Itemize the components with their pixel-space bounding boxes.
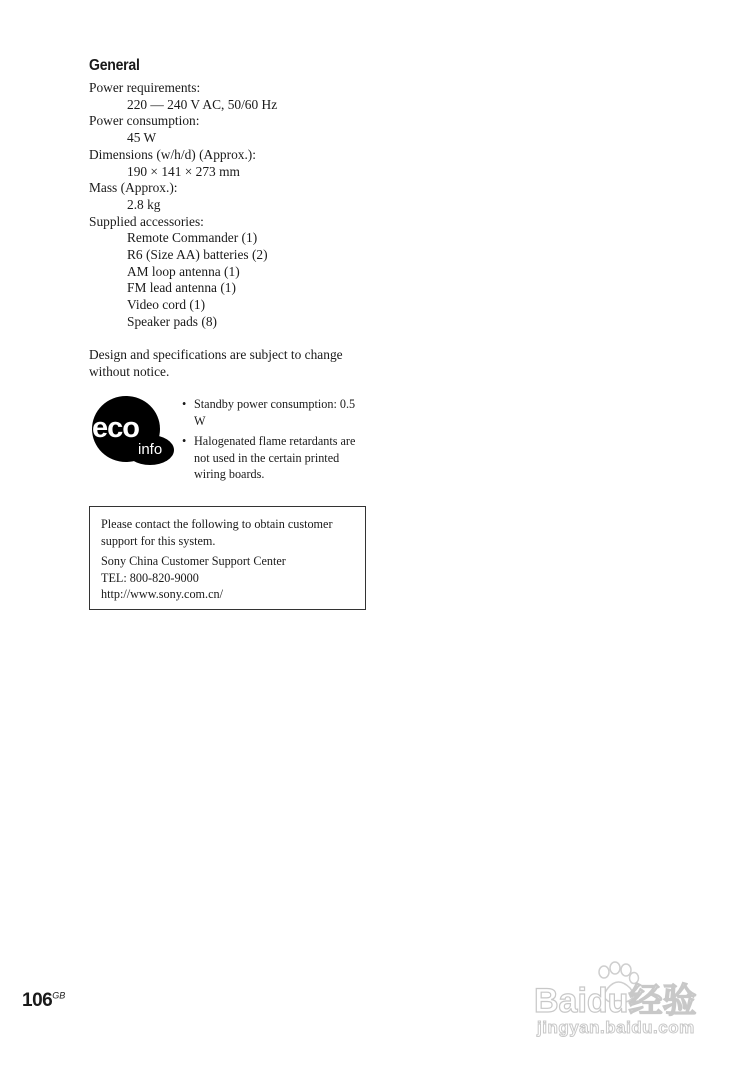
spec-label: Dimensions (w/h/d) (Approx.):: [89, 146, 256, 162]
spec-dimensions: [89, 147, 389, 180]
spec-label: Supplied accessories:: [89, 213, 204, 229]
spec-change-notice: Design and specifications are subject to change without notice.: [89, 347, 343, 379]
section-heading: General: [89, 57, 140, 74]
bullet: •: [182, 397, 187, 411]
spec-label: Mass (Approx.):: [89, 180, 178, 196]
page-number-value: 106: [22, 990, 53, 1011]
spec-value: 220 — 240 V AC, 50/60 Hz: [127, 96, 278, 112]
accessory-item: Remote Commander (1): [127, 230, 258, 246]
spec-value: 190 × 141 × 273 mm: [127, 163, 240, 179]
page-number-suffix: GB: [52, 990, 66, 1001]
eco-info-text: Standby power consumption: 0.5 W: [194, 397, 356, 428]
watermark-brand-text: Baidu经验: [534, 982, 697, 1020]
eco-info-item: [182, 433, 362, 483]
spec-value: 45 W: [127, 130, 157, 146]
accessory-item: AM loop antenna (1): [127, 263, 240, 279]
eco-info-logo-icon: [90, 395, 174, 467]
support-intro: Please contact the following to obtain customer support for this system.: [101, 517, 333, 548]
accessory-item: Video cord (1): [127, 297, 206, 313]
spec-supplied-accessories: [89, 214, 389, 331]
spec-power-consumption: [89, 113, 389, 146]
spec-label: Power requirements:: [89, 80, 201, 95]
accessory-item: R6 (Size AA) batteries (2): [127, 247, 268, 263]
spec-list: [89, 80, 389, 331]
eco-logo-text: eco: [92, 412, 139, 444]
support-center-name: Sony China Customer Support Center: [101, 554, 286, 569]
info-logo-text: info: [138, 441, 163, 458]
eco-info-item: [182, 396, 362, 429]
support-website: http://www.sony.com.cn/: [101, 587, 223, 602]
bullet: •: [182, 434, 187, 449]
spec-value: 2.8 kg: [127, 196, 161, 212]
eco-info-list: [182, 396, 362, 487]
spec-power-requirements: [89, 80, 389, 113]
watermark-url: jingyan.baidu.com: [537, 1018, 695, 1037]
eco-info-text: Halogenated flame retardants are not used in the certain printed wiring boards.: [194, 434, 356, 482]
spec-mass: [89, 180, 389, 213]
accessory-item: Speaker pads (8): [127, 313, 217, 329]
support-contact-box: [89, 506, 366, 610]
page-number: [22, 990, 65, 1012]
accessory-item: FM lead antenna (1): [127, 280, 236, 296]
support-telephone: TEL: 800-820-9000: [101, 570, 199, 585]
spec-label: Power consumption:: [89, 113, 200, 129]
